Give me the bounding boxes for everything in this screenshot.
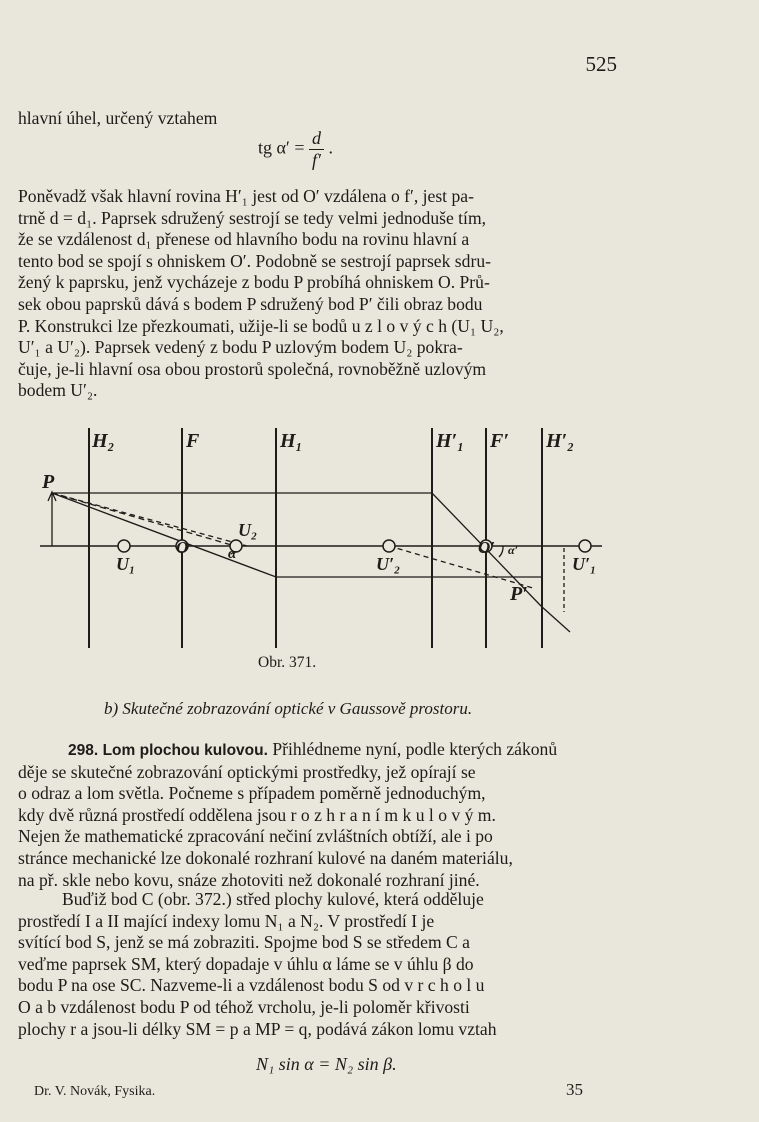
label-p: P	[42, 471, 55, 493]
label-f-prime: F′	[490, 430, 509, 452]
paragraph-section-298	[18, 739, 616, 891]
paragraph-refraction	[18, 889, 616, 1040]
footer-signature: 35	[566, 1080, 583, 1099]
footer-author: Dr. V. Novák, Fysika.	[34, 1084, 156, 1099]
point-u1-prime	[579, 540, 591, 552]
text-line: na př. skle nebo kovu, snáze zhotoviti než dokonalé rozhraní jiné.	[18, 869, 480, 890]
page-number: 525	[585, 52, 617, 76]
text-line: O a b vzdálenost bodu P od téhož vrcholu, je-li poloměr křivosti	[18, 996, 470, 1017]
text-line: že se vzdálenost d₁ přenese od hlavního bodu na rovinu hlavní a	[18, 229, 470, 250]
text-line: děje se skutečné zobrazování optickými prostředky, jež opírají se	[18, 761, 476, 782]
label-p-prime: P′	[510, 583, 528, 605]
angle-alpha-prime-arc	[499, 546, 503, 557]
label-u2-prime: U′₂	[376, 554, 401, 574]
label-h1: H₁	[280, 430, 303, 452]
figure-caption: Obr. 371.	[258, 654, 317, 671]
fraction-denominator: f′	[312, 150, 321, 170]
label-h2: H₂	[92, 430, 115, 452]
label-u2: U₂	[238, 520, 258, 540]
text-line: hlavní úhel, určený vztahem	[18, 108, 218, 128]
text-line-remainder: Přihlédneme nyní, podle kterých zákonů	[272, 739, 558, 759]
label-u1-prime: U′₁	[572, 554, 597, 574]
equation-lhs: tg α′ =	[258, 137, 305, 158]
label-o-prime: O′	[478, 538, 496, 557]
text-line: čuje, je-li hlavní osa obou prostorů společná, rovnoběžně uzlovým	[18, 358, 487, 379]
text-line: sek obou paprsků dává s bodem P sdružený bod P′ čili obraz bodu	[18, 293, 483, 314]
text-line: stránce mechanické lze dokonalé rozhraní kulové na daném materiálu,	[18, 847, 513, 868]
text-line: Poněvadž však hlavní rovina H′₁ jest od O′ vzdálena o f′, jest pa-	[18, 186, 474, 206]
text-line: žený k paprsku, jenž vycházeje z bodu P probíhá ohniskem O. Prů-	[18, 272, 490, 293]
label-alpha: α	[228, 546, 237, 562]
section-title: Lom plochou kulovou.	[102, 742, 268, 759]
label-h2-prime: H′₂	[546, 430, 575, 452]
ray-nodal-dashed	[52, 493, 247, 546]
text-line: o odraz a lom světla. Počneme s případem poměrně jednoduchým,	[18, 783, 486, 804]
subsection-heading: b) Skutečné zobrazování optické v Gaussově prostoru.	[104, 699, 473, 718]
text-line: veďme paprsek SM, který dopadaje v úhlu α láme se v úhlu β do	[18, 953, 474, 974]
text-line: Nejen že mathematické zpracování nečiní zvláštních obtíží, ale i po	[18, 826, 493, 847]
label-h1-prime: H′₁	[436, 430, 465, 452]
text-line: prostředí I a II mající indexy lomu N₁ a N₂. V prostředí I je	[18, 910, 435, 931]
text-line: tento bod se spojí s ohniskem O′. Podobně se sestrojí paprsek sdru-	[18, 250, 491, 271]
equation-tail: .	[328, 137, 334, 158]
text-line: P. Konstrukci lze přezkoumati, užije-li se bodů u z l o v ý c h (U₁ U₂,	[18, 315, 504, 336]
text-line: trně d = d₁. Paprsek sdružený sestrojí se tedy velmi jednoduše tím,	[18, 207, 487, 228]
text-line	[18, 739, 616, 762]
point-u1	[118, 540, 130, 552]
label-o: O	[176, 538, 189, 557]
text-line: bodem U′₂.	[18, 380, 98, 401]
label-f: F	[186, 430, 200, 452]
text-line: svítící bod S, jenž se má zobraziti. Spojme bod S se středem C a	[18, 932, 470, 953]
label-u1: U₁	[116, 554, 136, 574]
text-line: kdy dvě různá prostředí oddělena jsou r o z h r a n í m k u l o v ý m.	[18, 804, 496, 825]
text-line: Buďiž bod C (obr. 372.) střed plochy kulové, která odděluje	[62, 889, 484, 909]
text-line: U′₁ a U′₂). Paprsek vedený z bodu P uzlovým bodem U₂ pokra-	[18, 337, 463, 358]
ray-extension-line	[541, 606, 570, 632]
label-alpha-prime: α′	[508, 543, 519, 557]
point-u2-prime	[383, 540, 395, 552]
equation-snell: N₁ sin α = N₂ sin β.	[256, 1054, 397, 1074]
fraction-numerator: d	[309, 128, 324, 150]
text-line: plochy r a jsou-li délky SM = p a MP = q, podává zákon lomu vztah	[18, 1018, 497, 1039]
text-line: bodu P na ose SC. Nazveme-li a vzdálenost bodu S od v r c h o l u	[18, 975, 485, 996]
section-number: 298.	[68, 742, 99, 759]
